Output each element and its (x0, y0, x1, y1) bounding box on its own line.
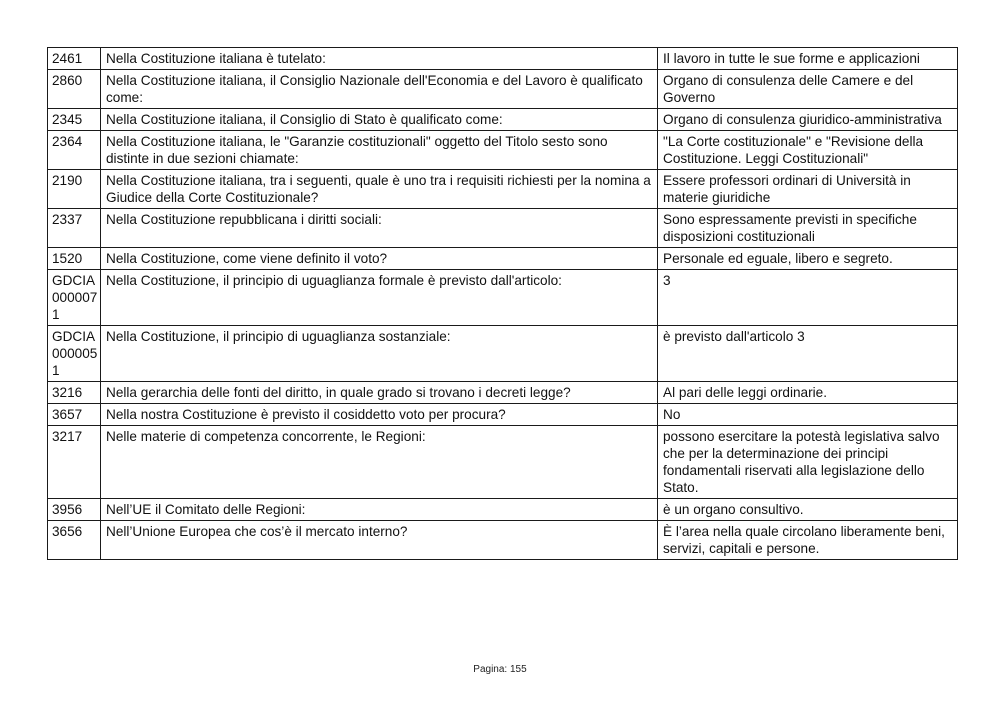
table-row (48, 248, 958, 270)
question-id: 3217 (48, 426, 101, 499)
table-row (48, 521, 958, 560)
question-text: Nella nostra Costituzione è previsto il cosiddetto voto per procura? (101, 404, 658, 426)
table-row (48, 170, 958, 209)
question-id: 1520 (48, 248, 101, 270)
table-row (48, 270, 958, 326)
answer-text: Il lavoro in tutte le sue forme e applicazioni (658, 48, 958, 70)
question-text: Nella Costituzione italiana, il Consiglio di Stato è qualificato come: (101, 109, 658, 131)
answer-text: è un organo consultivo. (658, 499, 958, 521)
question-id: 2364 (48, 131, 101, 170)
table-row (48, 382, 958, 404)
question-id: 2461 (48, 48, 101, 70)
table-row (48, 499, 958, 521)
question-text: Nella Costituzione, il principio di uguaglianza formale è previsto dall'articolo: (101, 270, 658, 326)
page-number: Pagina: 155 (473, 664, 527, 675)
table-row (48, 70, 958, 109)
question-text: Nella Costituzione, come viene definito il voto? (101, 248, 658, 270)
question-text: Nella gerarchia delle fonti del diritto, in quale grado si trovano i decreti legge? (101, 382, 658, 404)
question-id: 2190 (48, 170, 101, 209)
question-id: GDCIA0000071 (48, 270, 101, 326)
question-text: Nella Costituzione, il principio di uguaglianza sostanziale: (101, 326, 658, 382)
question-text: Nella Costituzione italiana, il Consiglio Nazionale dell'Economia e del Lavoro è qualificato come: (101, 70, 658, 109)
question-text: Nell’UE il Comitato delle Regioni: (101, 499, 658, 521)
question-id: GDCIA0000051 (48, 326, 101, 382)
table-row (48, 48, 958, 70)
answer-text: È l’area nella quale circolano liberamente beni, servizi, capitali e persone. (658, 521, 958, 560)
answer-text: "La Corte costituzionale" e "Revisione della Costituzione. Leggi Costituzionali" (658, 131, 958, 170)
answer-text: possono esercitare la potestà legislativa salvo che per la determinazione dei principi fondamentali riservati alla legislazione dello Stato. (658, 426, 958, 499)
question-text: Nell’Unione Europea che cos’è il mercato interno? (101, 521, 658, 560)
question-id: 2337 (48, 209, 101, 248)
question-id: 3657 (48, 404, 101, 426)
question-text: Nella Costituzione italiana è tutelato: (101, 48, 658, 70)
question-text: Nella Costituzione italiana, le "Garanzie costituzionali" oggetto del Titolo sesto sono distinte in due sezioni chiamate: (101, 131, 658, 170)
question-id: 3956 (48, 499, 101, 521)
table-row (48, 109, 958, 131)
answer-text: 3 (658, 270, 958, 326)
question-id: 2860 (48, 70, 101, 109)
answer-text: Sono espressamente previsti in specifiche disposizioni costituzionali (658, 209, 958, 248)
question-id: 3216 (48, 382, 101, 404)
table-row (48, 326, 958, 382)
question-text: Nella Costituzione italiana, tra i seguenti, quale è uno tra i requisiti richiesti per la nomina a Giudice della Corte Costituzionale? (101, 170, 658, 209)
questions-table (47, 47, 958, 560)
table-row (48, 131, 958, 170)
answer-text: Organo di consulenza delle Camere e del Governo (658, 70, 958, 109)
answer-text: Al pari delle leggi ordinarie. (658, 382, 958, 404)
answer-text: è previsto dall'articolo 3 (658, 326, 958, 382)
question-id: 2345 (48, 109, 101, 131)
answer-text: Personale ed eguale, libero e segreto. (658, 248, 958, 270)
answer-text: Organo di consulenza giuridico-amministrativa (658, 109, 958, 131)
answer-text: No (658, 404, 958, 426)
question-text: Nelle materie di competenza concorrente, le Regioni: (101, 426, 658, 499)
question-text: Nella Costituzione repubblicana i diritti sociali: (101, 209, 658, 248)
answer-text: Essere professori ordinari di Università in materie giuridiche (658, 170, 958, 209)
table-row (48, 209, 958, 248)
question-id: 3656 (48, 521, 101, 560)
table-row (48, 426, 958, 499)
table-row (48, 404, 958, 426)
